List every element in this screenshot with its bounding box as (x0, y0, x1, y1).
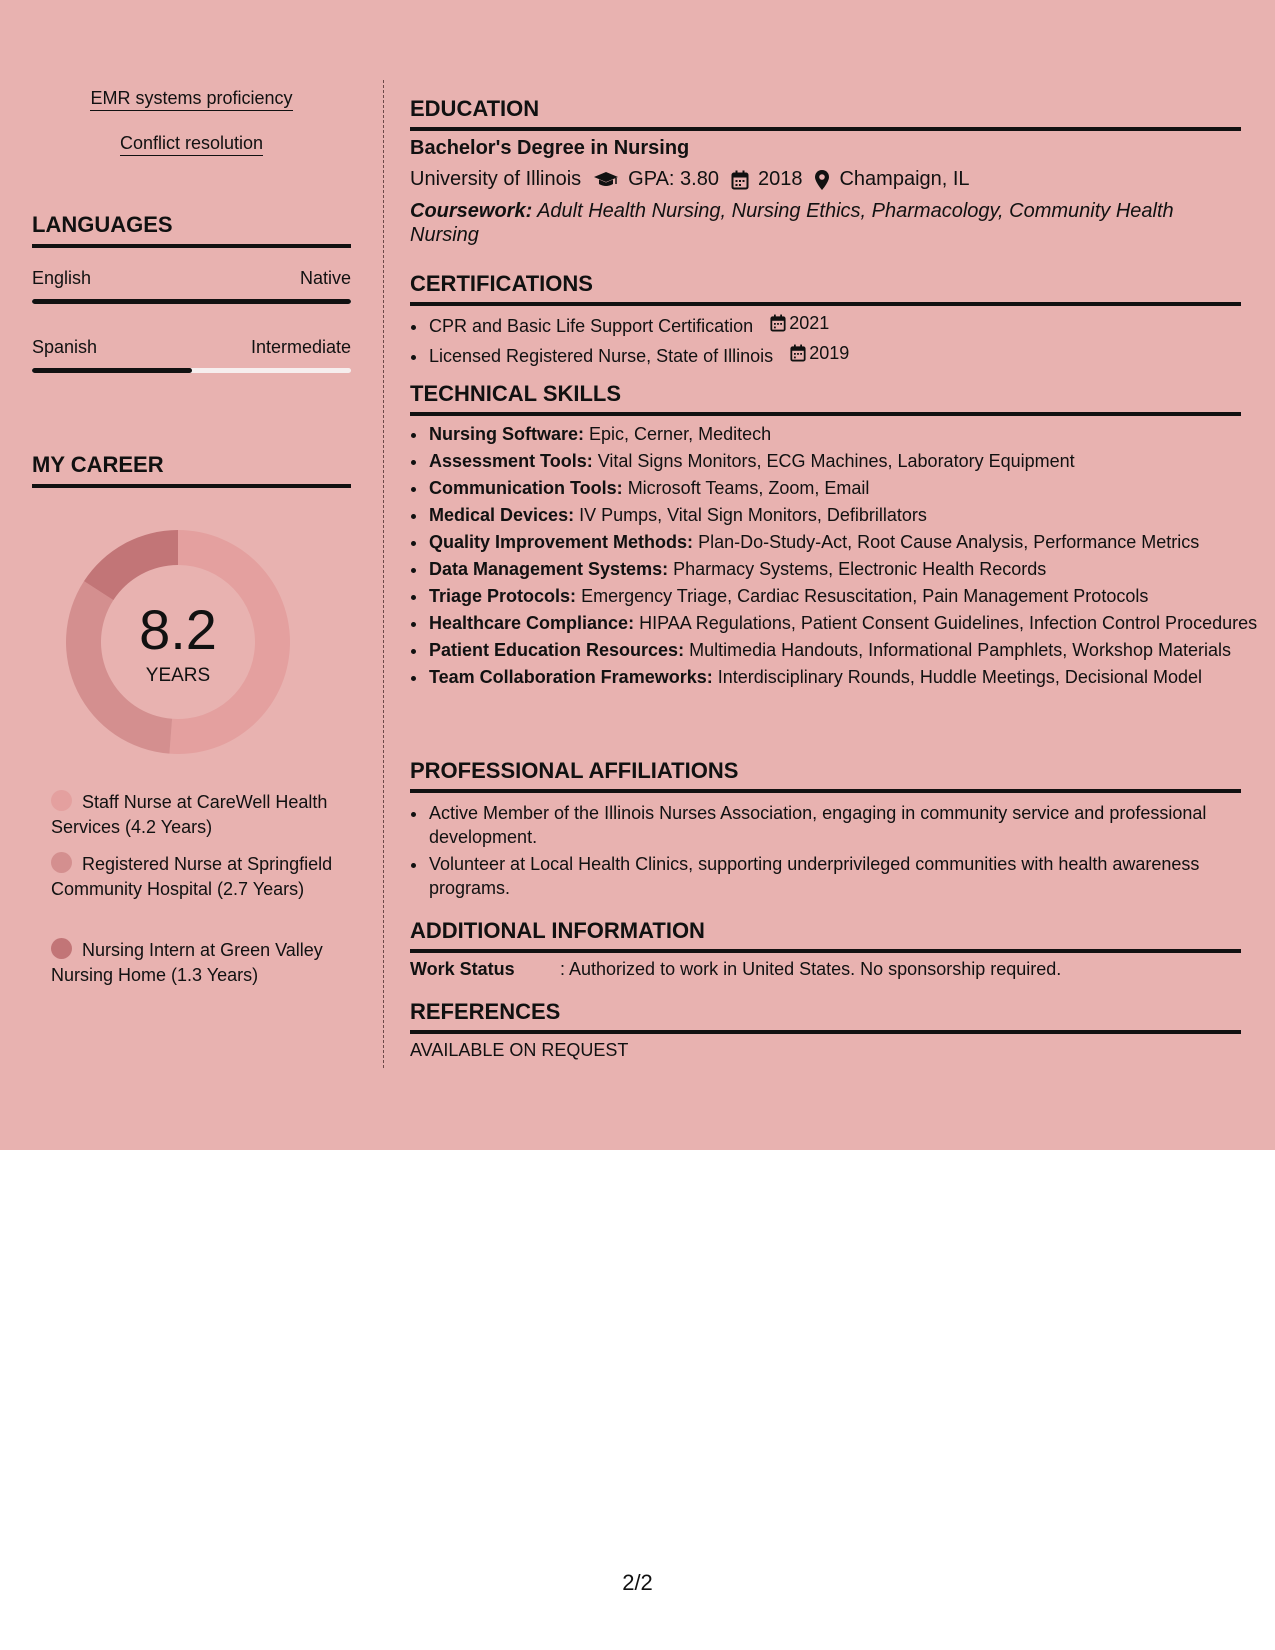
skill-values: Microsoft Teams, Zoom, Email (627, 478, 870, 498)
legend-dot (51, 790, 72, 811)
calendar-icon (731, 170, 749, 190)
education-school: University of Illinois (410, 168, 582, 190)
legend-dot (51, 938, 72, 959)
certifications-title: CERTIFICATIONS (410, 271, 1241, 306)
technical-skills-list (410, 422, 1259, 692)
graduation-cap-icon (593, 171, 619, 189)
coursework-label: Coursework: (410, 200, 533, 222)
technical-skill-item (428, 530, 1259, 554)
skill-category: Data Management Systems: (429, 559, 669, 579)
skill-values: Vital Signs Monitors, ECG Machines, Laboratory Equipment (597, 451, 1075, 471)
language-bar-track (32, 299, 351, 304)
work-status-row (410, 959, 1061, 980)
certification-item (428, 341, 1259, 368)
page-number: 2/2 (622, 1570, 653, 1595)
technical-skill-item (428, 665, 1259, 689)
skill-values: HIPAA Regulations, Patient Consent Guidelines, Infection Control Procedures (639, 613, 1258, 633)
legend-dot (51, 852, 72, 873)
skill-values: Plan-Do-Study-Act, Root Cause Analysis, Performance Metrics (698, 532, 1200, 552)
work-status-value: : Authorized to work in United States. No sponsorship required. (560, 959, 1062, 979)
education-degree: Bachelor's Degree in Nursing (410, 137, 690, 159)
career-legend-item (51, 938, 351, 988)
affiliations-title: PROFESSIONAL AFFILIATIONS (410, 758, 1241, 793)
education-gpa: GPA: 3.80 (628, 168, 719, 190)
skill-item (32, 133, 351, 154)
skill-category: Medical Devices: (429, 505, 575, 525)
skill-values: IV Pumps, Vital Sign Monitors, Defibrillators (579, 505, 927, 525)
technical-skill-item (428, 476, 1259, 500)
language-row (32, 337, 351, 358)
skill-category: Quality Improvement Methods: (429, 532, 694, 552)
work-status-label: Work Status (410, 959, 515, 979)
language-level: Intermediate (250, 337, 351, 357)
skill-category: Triage Protocols: (429, 586, 577, 606)
affiliation-item: • Volunteer at Local Health Clinics, supporting underprivileged communities with health awareness programs. (428, 852, 1259, 900)
column-divider (383, 80, 384, 1068)
skill-values: Pharmacy Systems, Electronic Health Records (673, 559, 1047, 579)
skill-label: EMR systems proficiency (90, 88, 292, 111)
certification-item (428, 311, 1259, 338)
career-legend-item (51, 790, 351, 840)
skill-category: Assessment Tools: (429, 451, 593, 471)
certification-name: Licensed Registered Nurse, State of Illinois (429, 346, 774, 366)
skill-values: Epic, Cerner, Meditech (589, 424, 772, 444)
career-total-unit: YEARS (145, 665, 211, 686)
skill-values: Emergency Triage, Cardiac Resuscitation, Pain Management Protocols (581, 586, 1149, 606)
technical-skill-item (428, 611, 1259, 635)
skill-category: Patient Education Resources: (429, 640, 685, 660)
skill-category: Team Collaboration Frameworks: (429, 667, 713, 687)
education-title: EDUCATION (410, 96, 1241, 131)
education-year: 2018 (757, 168, 803, 190)
language-level: Native (299, 268, 351, 288)
languages-title: LANGUAGES (32, 212, 351, 248)
language-bar-fill (32, 299, 351, 304)
technical-skill-item (428, 557, 1259, 581)
skill-label: Conflict resolution (120, 133, 263, 156)
skill-category: Healthcare Compliance: (429, 613, 635, 633)
certifications-list (410, 311, 1259, 371)
certification-name: CPR and Basic Life Support Certification (429, 316, 754, 336)
language-name: Spanish (32, 337, 98, 357)
calendar-icon (790, 344, 806, 362)
skill-category: Communication Tools: (429, 478, 623, 498)
career-legend-label: Staff Nurse at CareWell Health Services (4.2 Years) (51, 792, 328, 837)
references-title: REFERENCES (410, 999, 1241, 1034)
career-title: MY CAREER (32, 452, 351, 488)
additional-info-title: ADDITIONAL INFORMATION (410, 918, 1241, 953)
career-total-years: 8.2 (139, 598, 217, 661)
technical-skill-item (428, 503, 1259, 527)
affiliations-list (410, 801, 1259, 903)
coursework-text: Adult Health Nursing, Nursing Ethics, Pharmacology, Community Health Nursing (410, 200, 1174, 246)
certification-year: 2021 (789, 313, 830, 333)
skill-category: Nursing Software: (429, 424, 585, 444)
skill-values: Multimedia Handouts, Informational Pamphlets, Workshop Materials (689, 640, 1231, 660)
career-legend-item (51, 852, 351, 902)
language-bar-track (32, 368, 351, 373)
education-location: Champaign, IL (839, 168, 970, 190)
references-value: AVAILABLE ON REQUEST (410, 1040, 629, 1060)
language-name: English (32, 268, 92, 288)
technical-skill-item (428, 449, 1259, 473)
technical-skill-item (428, 422, 1259, 446)
education-details (410, 168, 970, 191)
affiliation-item: • Active Member of the Illinois Nurses Association, engaging in community service and professional development. (428, 801, 1259, 849)
career-legend-label: Nursing Intern at Green Valley Nursing Home (1.3 Years) (51, 940, 323, 985)
education-coursework (410, 199, 1241, 247)
language-row (32, 268, 351, 289)
technical-skills-title: TECHNICAL SKILLS (410, 381, 1241, 416)
skill-values: Interdisciplinary Rounds, Huddle Meetings, Decisional Model (717, 667, 1202, 687)
location-pin-icon (814, 169, 830, 191)
language-bar-fill (32, 368, 192, 373)
skill-item (32, 88, 351, 109)
technical-skill-item (428, 638, 1259, 662)
technical-skill-item (428, 584, 1259, 608)
career-legend-label: Registered Nurse at Springfield Community Hospital (2.7 Years) (51, 854, 333, 899)
donut-segment (84, 530, 178, 600)
calendar-icon (770, 314, 786, 332)
certification-year: 2019 (809, 343, 850, 363)
